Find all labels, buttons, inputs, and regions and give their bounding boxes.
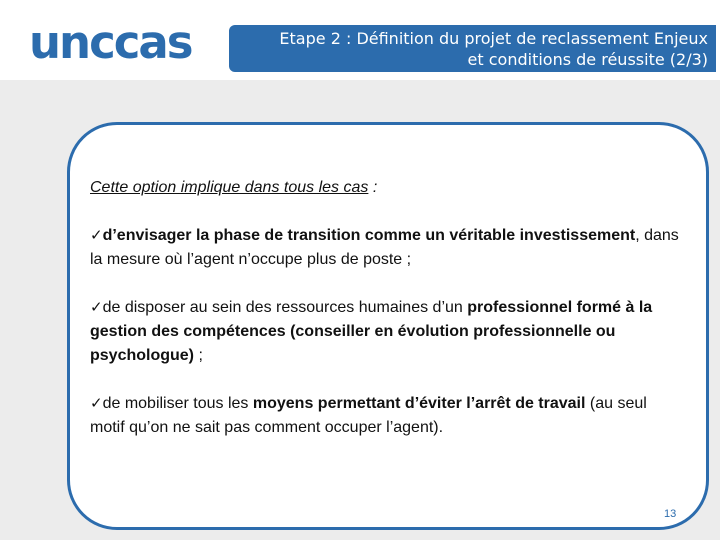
bullet-3-plain: de mobiliser tous les: [102, 395, 253, 412]
intro-colon: :: [368, 179, 378, 196]
bullet-2-rest: ;: [194, 347, 203, 364]
intro-text: [90, 176, 680, 200]
header-bar: [0, 0, 720, 80]
bullet-1-bold: d’envisager la phase de transition comme un véritable investissement: [102, 227, 636, 244]
bullet-2-bold: professionnel formé à la gestion des compétences (conseiller en évolution professionnelle ou psychologue): [90, 299, 653, 364]
page-number: 13: [664, 508, 677, 520]
slide-title: [279, 28, 708, 70]
checkmark-icon: ✓: [90, 394, 103, 412]
unccas-logo: unccas: [29, 16, 192, 69]
logo-container: [3, 4, 229, 74]
slide-title-line-1: Etape 2 : Définition du projet de reclassement Enjeux: [279, 29, 708, 48]
bullet-3-rest: (au seul motif qu’on ne sait pas comment occuper l’agent).: [90, 395, 647, 436]
bullet-2-plain: de disposer au sein des ressources humaines d’un: [102, 299, 468, 316]
intro-underlined: Cette option implique dans tous les cas: [90, 179, 369, 196]
checkmark-icon: ✓: [90, 298, 103, 316]
slide-title-line-2: et conditions de réussite (2/3): [467, 50, 708, 69]
bullet-item-1: [90, 223, 680, 272]
bullet-3-bold: moyens permettant d’éviter l’arrêt de travail: [252, 395, 586, 412]
title-banner: [229, 25, 716, 72]
bullet-item-3: [90, 391, 680, 440]
bullet-1-rest: , dans la mesure où l’agent n’occupe plus de poste ;: [90, 227, 679, 268]
bullet-item-2: [90, 295, 680, 368]
checkmark-icon: ✓: [90, 226, 103, 244]
